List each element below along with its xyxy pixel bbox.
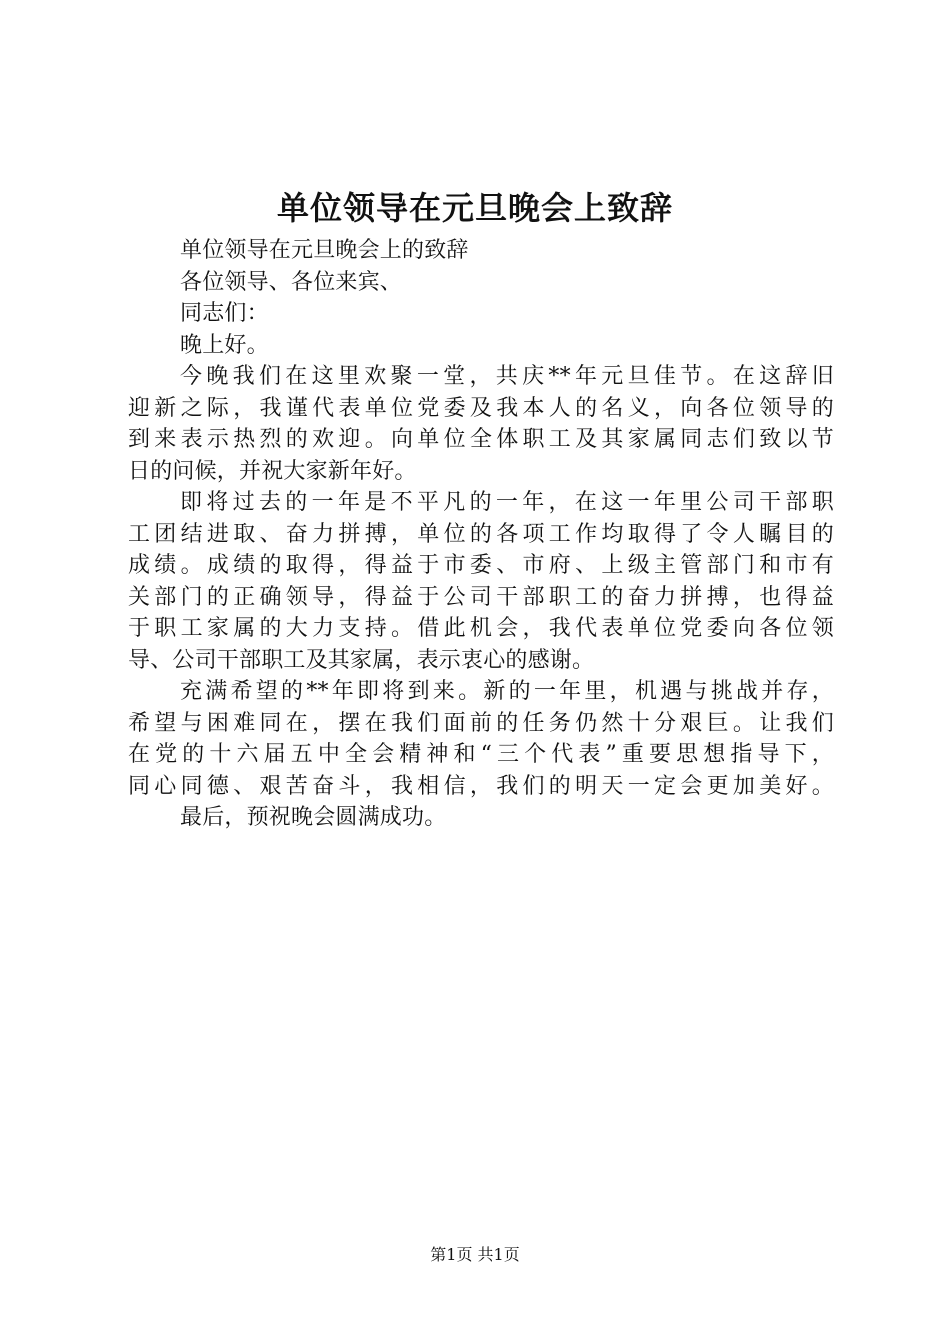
- document-body: [128, 235, 834, 834]
- body-line: 同心同德、艰苦奋斗，我相信，我们的明天一定会更加美好。: [128, 773, 834, 799]
- body-line: 充满希望的**年即将到来。新的一年里，机遇与挑战并存，: [180, 679, 834, 704]
- body-line: 今晚我们在这里欢聚一堂，共庆**年元旦佳节。在这辞旧: [180, 364, 834, 389]
- body-line: 成绩。成绩的取得，得益于市委、市府、上级主管部门和市有: [128, 553, 834, 578]
- body-line: 工团结进取、奋力拼搏，单位的各项工作均取得了令人瞩目的: [128, 521, 834, 547]
- document-title: 单位领导在元旦晚会上致辞: [276, 189, 673, 227]
- body-line: 导、公司干部职工及其家属，表示衷心的感谢。: [128, 647, 595, 673]
- body-line: 到来表示热烈的欢迎。向单位全体职工及其家属同志们致以节: [128, 427, 834, 452]
- body-line: 即将过去的一年是不平凡的一年，在这一年里公司干部职: [180, 490, 834, 515]
- body-line: 日的问候，并祝大家新年好。: [128, 458, 417, 484]
- body-line: 单位领导在元旦晚会上的致辞: [180, 238, 469, 263]
- body-line: 关部门的正确领导，得益于公司干部职工的奋力拼搏，也得益: [128, 584, 834, 610]
- body-line: 各位领导、各位来宾、: [180, 269, 403, 295]
- body-line: 在党的十六届五中全会精神和“三个代表”重要思想指导下，: [128, 742, 834, 767]
- body-line: 于职工家属的大力支持。借此机会，我代表单位党委向各位领: [128, 616, 834, 641]
- body-line: 最后，预祝晚会圆满成功。: [180, 805, 447, 830]
- body-line: 迎新之际，我谨代表单位党委及我本人的名义，向各位领导的: [128, 395, 834, 421]
- body-line: 晚上好。: [180, 332, 269, 358]
- body-line: 希望与困难同在，摆在我们面前的任务仍然十分艰巨。让我们: [128, 710, 834, 736]
- body-line: 同志们：: [180, 301, 269, 326]
- page-footer: 第1页 共1页: [430, 1245, 520, 1264]
